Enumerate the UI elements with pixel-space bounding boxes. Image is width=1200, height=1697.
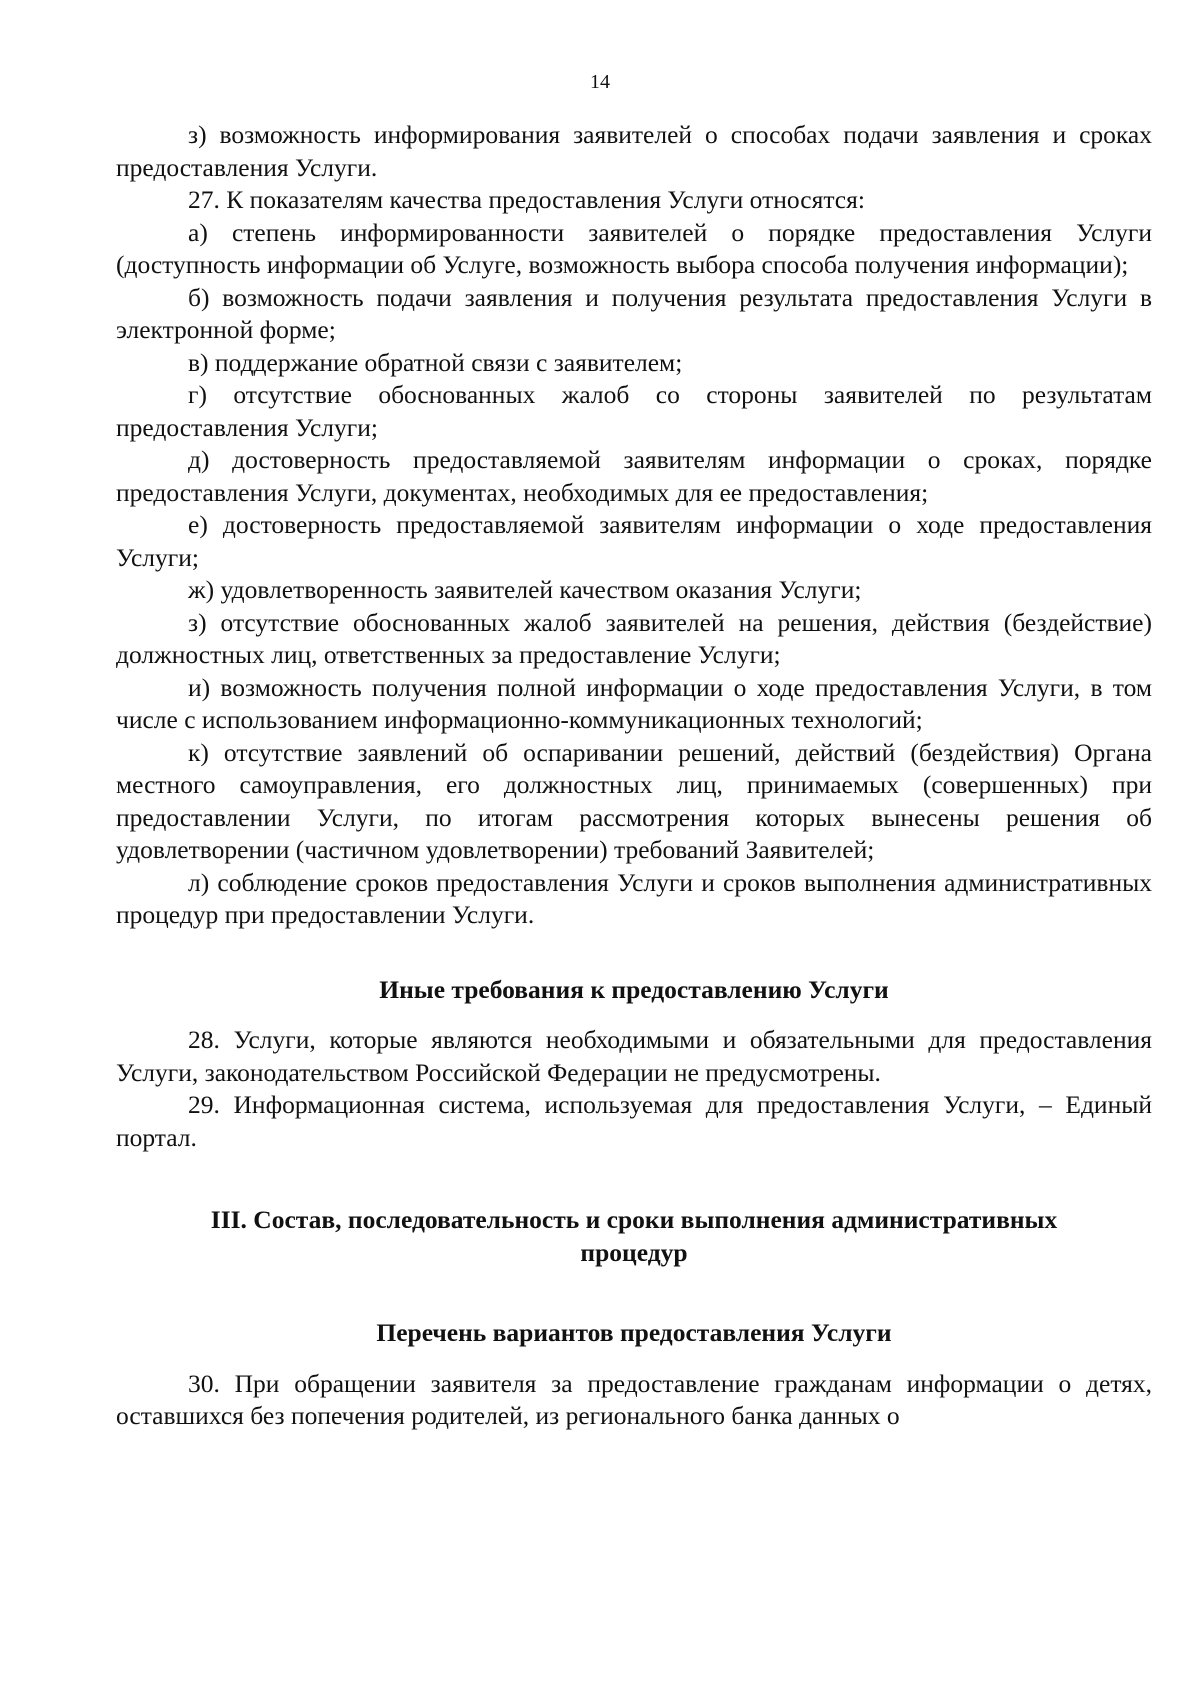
heading-section-3-line2: процедур [580,1237,688,1267]
paragraph-item-d: д) достоверность предоставляемой заявителям информации о сроках, порядке предоставления Услуги, документах, необходимых для ее предоставления; [116,445,1152,507]
heading-section-3 [116,1204,1152,1269]
paragraph-item-v: в) поддержание обратной связи с заявителем; [188,347,683,377]
heading-section-3-line1: III. Состав, последовательность и сроки выполнения административных [210,1205,1058,1234]
paragraph-item-i: и) возможность получения полной информации о ходе предоставления Услуги, в том числе с использованием информационно-коммуникационных технологий; [116,672,1152,734]
page-number: 14 [590,71,610,93]
paragraph-28: 28. Услуги, которые являются необходимыми и обязательными для предоставления Услуги, законодательством Российской Федерации не предусмотрены. [116,1025,1152,1087]
document-body [116,119,1152,1433]
heading-variants-list: Перечень вариантов предоставления Услуги [376,1318,892,1347]
paragraph-29: 29. Информационная система, используемая для предоставления Услуги, – Единый портал. [116,1090,1152,1152]
paragraph-30: 30. При обращении заявителя за предоставление гражданам информации о детях, оставшихся без попечения родителей, из регионального банка данных о [116,1368,1152,1430]
paragraph-item-g: г) отсутствие обоснованных жалоб со стороны заявителей по результатам предоставления Услуги; [116,380,1152,442]
paragraph-item-l: л) соблюдение сроков предоставления Услуги и сроков выполнения административных процедур при предоставлении Услуги. [116,867,1152,929]
paragraph-item-b: б) возможность подачи заявления и получения результата предоставления Услуги в электронной форме; [116,282,1152,344]
paragraph-27-quality-indicators: 27. К показателям качества предоставления Услуги относятся: [188,185,865,214]
paragraph-item-k: к) отсутствие заявлений об оспаривании решений, действий (бездействия) Органа местного самоуправления, его должностных лиц, принимаемых (совершенных) при предоставлении Услуги, по итогам рассмотрения которых вынесены решения об удовлетворении (частичном удовлетворении) требований Заявителей; [116,737,1152,864]
paragraph-item-z-complaints: з) отсутствие обоснованных жалоб заявителей на решения, действия (бездействие) должностных лиц, ответственных за предоставление Услуги; [116,607,1152,669]
paragraph-item-zh: ж) удовлетворенность заявителей качеством оказания Услуги; [188,575,862,604]
paragraph-item-e: е) достоверность предоставляемой заявителям информации о ходе предоставления Услуги; [116,510,1152,572]
heading-other-requirements: Иные требования к предоставлению Услуги [379,974,889,1004]
paragraph-item-z-informing: з) возможность информирования заявителей о способах подачи заявления и сроках предоставления Услуги. [116,120,1152,182]
paragraph-item-a: а) степень информированности заявителей о порядке предоставления Услуги (доступность информации об Услуге, возможность выбора способа получения информации); [116,217,1152,279]
